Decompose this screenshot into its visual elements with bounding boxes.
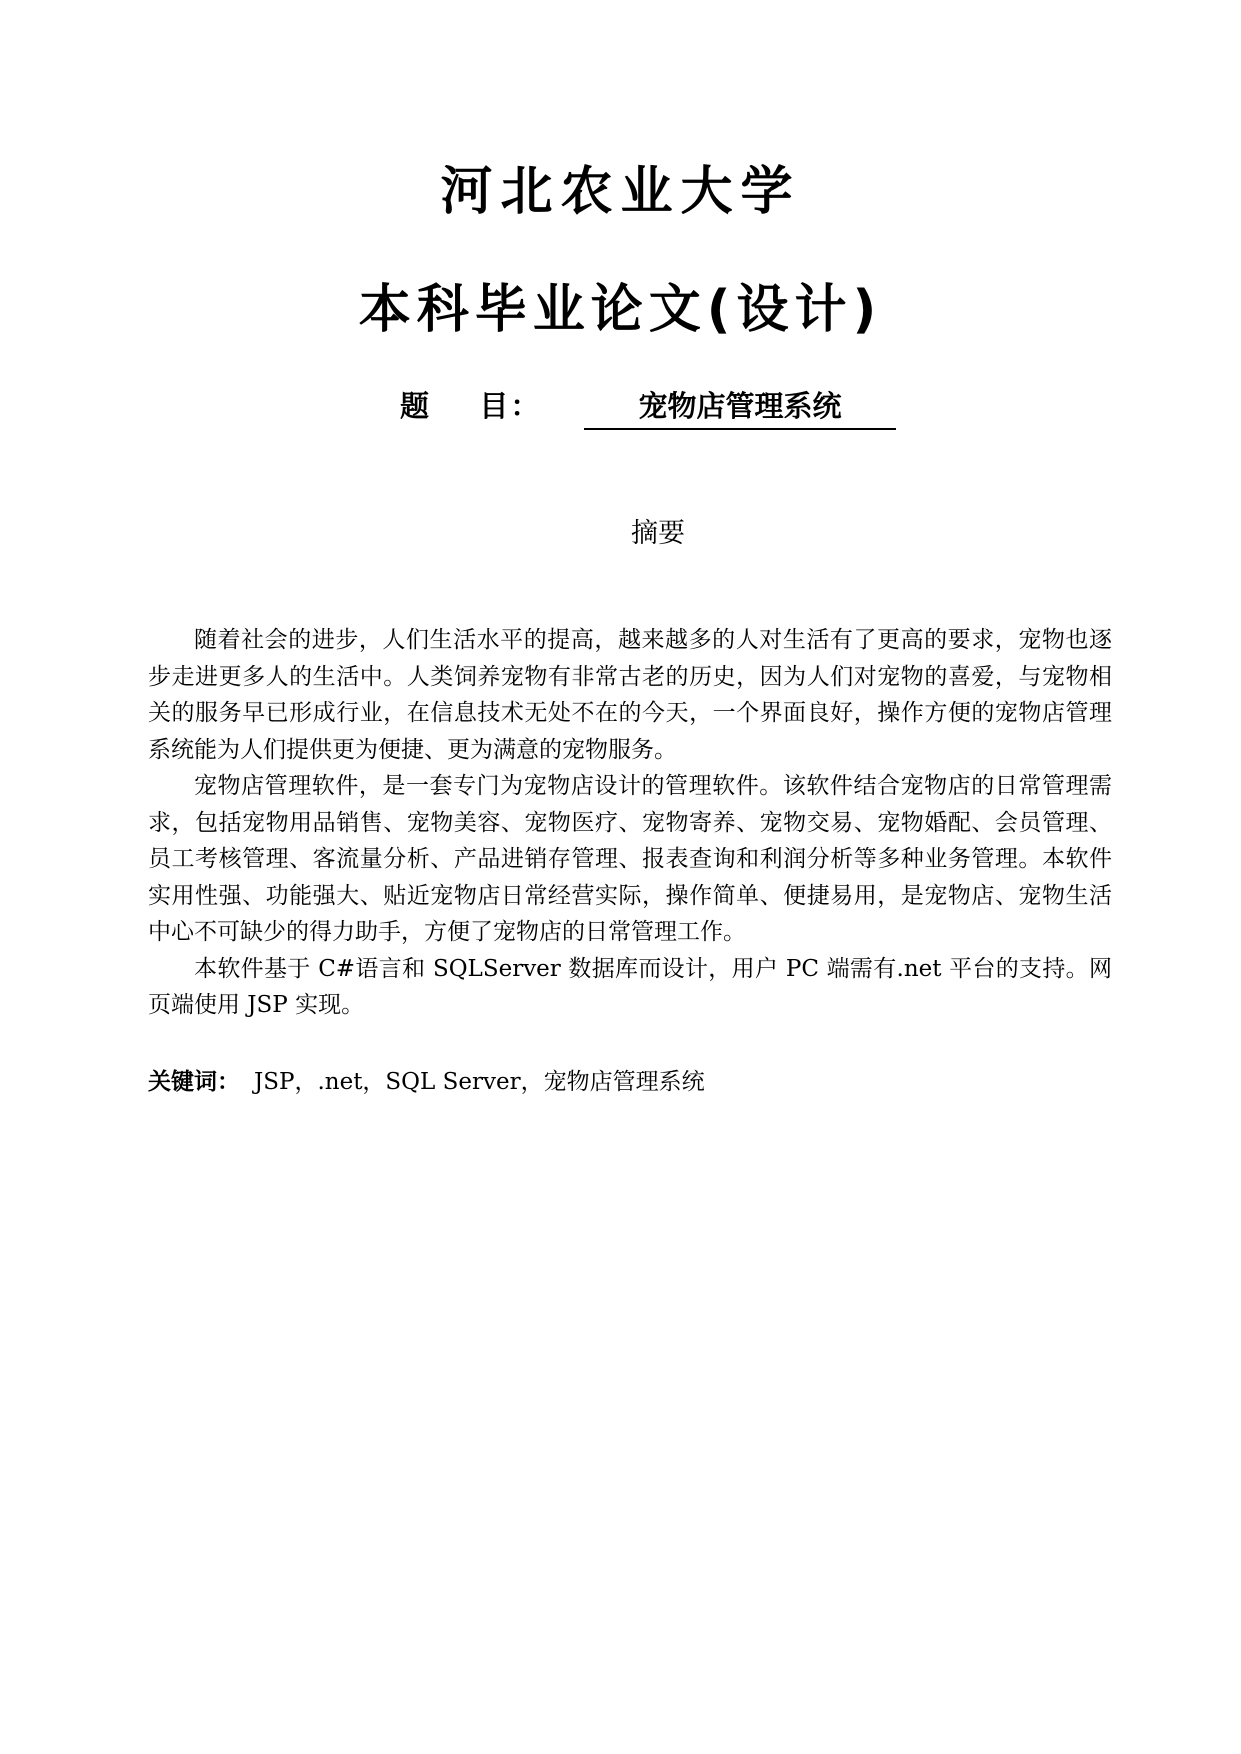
abstract-paragraph: 宠物店管理软件，是一套专门为宠物店设计的管理软件。该软件结合宠物店的日常管理需求，包括宠物用品销售、宠物美容、宠物医疗、宠物寄养、宠物交易、宠物婚配、会员管理、员工考核管理、客流量分析、产品进销存管理、报表查询和利润分析等多种业务管理。本软件实用性强、功能强大、贴近宠物店日常经营实际，操作简单、便捷易用，是宠物店、宠物生活中心不可缺少的得力助手，方便了宠物店的日常管理工作。 — [148, 773, 1112, 945]
keywords-value: JSP，.net，SQL Server，宠物店管理系统 — [254, 1069, 705, 1095]
thesis-title-label: 题 目： — [400, 389, 542, 423]
thesis-type-heading: 本科毕业论文(设计) — [358, 280, 883, 340]
abstract-paragraph: 本软件基于 C#语言和 SQLServer 数据库而设计，用户 PC 端需有.net 平台的支持。网页端使用 JSP 实现。 — [148, 955, 1112, 1018]
keywords-label: 关键词： — [148, 1069, 240, 1095]
thesis-title-value: 宠物店管理系统 — [584, 386, 896, 430]
abstract-heading: 摘要 — [631, 518, 685, 549]
university-name: 河北农业大学 — [440, 162, 801, 222]
abstract-paragraph: 随着社会的进步，人们生活水平的提高，越来越多的人对生活有了更高的要求，宠物也逐步走进更多人的生活中。人类饲养宠物有非常古老的历史，因为人们对宠物的喜爱，与宠物相关的服务早已形成行业，在信息技术无处不在的今天，一个界面良好，操作方便的宠物店管理系统能为人们提供更为便捷、更为满意的宠物服务。 — [148, 627, 1112, 763]
abstract-body — [148, 622, 1112, 1024]
keywords-line — [148, 1064, 1112, 1100]
